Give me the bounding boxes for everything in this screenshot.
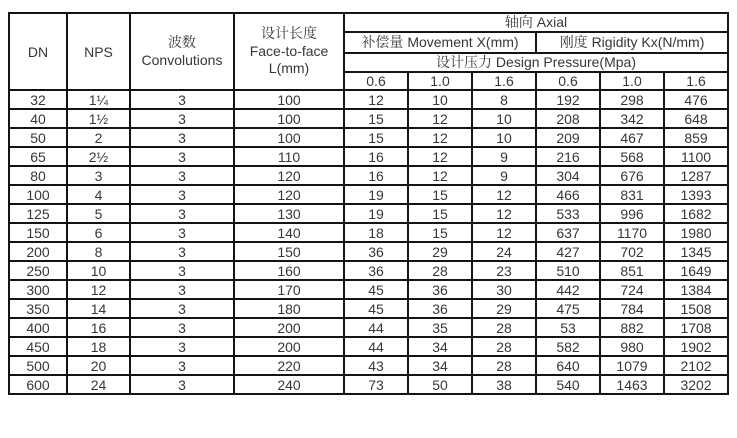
cell-convolutions: 3	[130, 166, 234, 185]
cell-movement-0.6: 18	[344, 223, 408, 242]
cell-nps: 5	[67, 204, 130, 223]
cell-convolutions: 3	[130, 299, 234, 318]
cell-face-to-face-length: 140	[234, 223, 344, 242]
cell-rigidity-1.6: 1902	[664, 337, 728, 356]
cell-convolutions: 3	[130, 128, 234, 147]
cell-face-to-face-length: 100	[234, 128, 344, 147]
cell-convolutions: 3	[130, 242, 234, 261]
cell-movement-1.0: 29	[408, 242, 472, 261]
cell-movement-0.6: 45	[344, 299, 408, 318]
cell-rigidity-1.0: 980	[600, 337, 664, 356]
cell-movement-1.0: 12	[408, 166, 472, 185]
cell-convolutions: 3	[130, 185, 234, 204]
cell-rigidity-1.0: 882	[600, 318, 664, 337]
cell-rigidity-1.6: 1708	[664, 318, 728, 337]
table-header	[9, 13, 728, 90]
table-row	[9, 109, 728, 128]
cell-nps: 24	[67, 375, 130, 394]
cell-rigidity-1.6: 648	[664, 109, 728, 128]
cell-rigidity-1.6: 3202	[664, 375, 728, 394]
cell-convolutions: 3	[130, 337, 234, 356]
cell-convolutions: 3	[130, 204, 234, 223]
cell-face-to-face-length: 200	[234, 318, 344, 337]
col-header-length-en1: Face-to-face	[249, 42, 329, 59]
cell-rigidity-1.0: 467	[600, 128, 664, 147]
cell-movement-1.0: 35	[408, 318, 472, 337]
col-header-convolutions-en: Convolutions	[141, 51, 223, 68]
cell-dn: 250	[9, 261, 67, 280]
cell-dn: 300	[9, 280, 67, 299]
cell-movement-0.6: 36	[344, 261, 408, 280]
cell-dn: 32	[9, 90, 67, 109]
cell-rigidity-0.6: 209	[536, 128, 600, 147]
cell-movement-1.0: 15	[408, 185, 472, 204]
cell-dn: 125	[9, 204, 67, 223]
cell-nps: 8	[67, 242, 130, 261]
cell-rigidity-0.6: 637	[536, 223, 600, 242]
cell-nps: 2	[67, 128, 130, 147]
cell-rigidity-1.0: 676	[600, 166, 664, 185]
cell-dn: 50	[9, 128, 67, 147]
cell-dn: 350	[9, 299, 67, 318]
table-row	[9, 318, 728, 337]
col-header-length-zh: 设计长度	[261, 25, 317, 42]
cell-rigidity-1.6: 1287	[664, 166, 728, 185]
col-header-convolutions-zh: 波数	[168, 34, 196, 51]
cell-rigidity-1.0: 831	[600, 185, 664, 204]
cell-rigidity-0.6: 466	[536, 185, 600, 204]
cell-face-to-face-length: 170	[234, 280, 344, 299]
cell-nps: 1½	[67, 109, 130, 128]
cell-rigidity-1.6: 1682	[664, 204, 728, 223]
cell-convolutions: 3	[130, 261, 234, 280]
cell-movement-1.6: 10	[472, 109, 536, 128]
table-row	[9, 185, 728, 204]
cell-movement-1.0: 36	[408, 280, 472, 299]
table-row	[9, 280, 728, 299]
cell-rigidity-0.6: 510	[536, 261, 600, 280]
table-row	[9, 242, 728, 261]
col-header-rigidity-pressure-1.6: 1.6	[664, 72, 728, 90]
cell-movement-0.6: 36	[344, 242, 408, 261]
cell-rigidity-0.6: 475	[536, 299, 600, 318]
cell-nps: 18	[67, 337, 130, 356]
cell-nps: 1¼	[67, 90, 130, 109]
cell-face-to-face-length: 160	[234, 261, 344, 280]
cell-dn: 400	[9, 318, 67, 337]
cell-rigidity-1.6: 476	[664, 90, 728, 109]
cell-dn: 65	[9, 147, 67, 166]
cell-face-to-face-length: 220	[234, 356, 344, 375]
cell-movement-1.6: 12	[472, 223, 536, 242]
table-row	[9, 337, 728, 356]
cell-movement-0.6: 44	[344, 337, 408, 356]
cell-rigidity-0.6: 442	[536, 280, 600, 299]
cell-movement-1.0: 10	[408, 90, 472, 109]
cell-movement-0.6: 19	[344, 185, 408, 204]
cell-dn: 500	[9, 356, 67, 375]
cell-rigidity-1.0: 784	[600, 299, 664, 318]
cell-movement-1.6: 28	[472, 318, 536, 337]
cell-movement-0.6: 12	[344, 90, 408, 109]
cell-nps: 4	[67, 185, 130, 204]
cell-rigidity-0.6: 640	[536, 356, 600, 375]
cell-movement-1.0: 15	[408, 204, 472, 223]
cell-dn: 200	[9, 242, 67, 261]
cell-rigidity-1.0: 851	[600, 261, 664, 280]
table-row	[9, 166, 728, 185]
cell-movement-0.6: 43	[344, 356, 408, 375]
cell-movement-1.6: 10	[472, 128, 536, 147]
cell-movement-1.6: 30	[472, 280, 536, 299]
cell-convolutions: 3	[130, 147, 234, 166]
col-header-rigidity-pressure-1.0: 1.0	[600, 72, 664, 90]
cell-nps: 16	[67, 318, 130, 337]
cell-nps: 14	[67, 299, 130, 318]
cell-face-to-face-length: 110	[234, 147, 344, 166]
cell-rigidity-1.6: 1345	[664, 242, 728, 261]
cell-rigidity-1.0: 298	[600, 90, 664, 109]
cell-rigidity-1.6: 2102	[664, 356, 728, 375]
cell-movement-0.6: 16	[344, 147, 408, 166]
cell-nps: 2½	[67, 147, 130, 166]
cell-nps: 12	[67, 280, 130, 299]
col-header-movement-pressure-1.6: 1.6	[472, 72, 536, 90]
cell-convolutions: 3	[130, 223, 234, 242]
col-header-movement-pressure-0.6: 0.6	[344, 72, 408, 90]
cell-rigidity-1.0: 724	[600, 280, 664, 299]
cell-rigidity-1.0: 702	[600, 242, 664, 261]
table-row	[9, 223, 728, 242]
cell-rigidity-0.6: 192	[536, 90, 600, 109]
cell-face-to-face-length: 100	[234, 90, 344, 109]
col-header-axial: 轴向 Axial	[344, 13, 728, 32]
cell-movement-0.6: 19	[344, 204, 408, 223]
table-row	[9, 204, 728, 223]
cell-convolutions: 3	[130, 109, 234, 128]
cell-movement-1.0: 36	[408, 299, 472, 318]
cell-rigidity-1.0: 1463	[600, 375, 664, 394]
cell-dn: 450	[9, 337, 67, 356]
cell-movement-1.0: 15	[408, 223, 472, 242]
table-row	[9, 147, 728, 166]
cell-rigidity-0.6: 427	[536, 242, 600, 261]
table-row	[9, 299, 728, 318]
cell-convolutions: 3	[130, 90, 234, 109]
cell-face-to-face-length: 180	[234, 299, 344, 318]
col-header-dn: DN	[9, 13, 67, 90]
cell-rigidity-0.6: 540	[536, 375, 600, 394]
cell-nps: 3	[67, 166, 130, 185]
col-header-face-to-face	[234, 13, 344, 90]
cell-nps: 6	[67, 223, 130, 242]
table-row	[9, 356, 728, 375]
cell-convolutions: 3	[130, 318, 234, 337]
cell-rigidity-0.6: 53	[536, 318, 600, 337]
table-row	[9, 90, 728, 109]
cell-movement-1.0: 28	[408, 261, 472, 280]
col-header-design-pressure: 设计压力 Design Pressure(Mpa)	[344, 53, 728, 72]
cell-rigidity-0.6: 216	[536, 147, 600, 166]
cell-nps: 10	[67, 261, 130, 280]
col-header-rigidity: 刚度 Rigidity Kx(N/mm)	[536, 32, 728, 53]
cell-movement-1.0: 34	[408, 337, 472, 356]
cell-dn: 40	[9, 109, 67, 128]
cell-movement-1.6: 9	[472, 147, 536, 166]
cell-nps: 20	[67, 356, 130, 375]
cell-movement-1.6: 12	[472, 185, 536, 204]
cell-movement-1.6: 28	[472, 356, 536, 375]
cell-movement-0.6: 73	[344, 375, 408, 394]
cell-convolutions: 3	[130, 375, 234, 394]
cell-dn: 600	[9, 375, 67, 394]
cell-rigidity-1.0: 342	[600, 109, 664, 128]
cell-movement-1.6: 8	[472, 90, 536, 109]
cell-face-to-face-length: 200	[234, 337, 344, 356]
cell-rigidity-1.6: 1980	[664, 223, 728, 242]
cell-movement-0.6: 45	[344, 280, 408, 299]
cell-rigidity-1.6: 1384	[664, 280, 728, 299]
cell-rigidity-1.6: 1100	[664, 147, 728, 166]
col-header-movement-pressure-1.0: 1.0	[408, 72, 472, 90]
cell-rigidity-0.6: 208	[536, 109, 600, 128]
col-header-convolutions	[130, 13, 234, 90]
cell-face-to-face-length: 150	[234, 242, 344, 261]
cell-movement-1.0: 50	[408, 375, 472, 394]
cell-movement-0.6: 16	[344, 166, 408, 185]
spec-table	[8, 12, 729, 395]
cell-rigidity-1.6: 1393	[664, 185, 728, 204]
cell-face-to-face-length: 120	[234, 185, 344, 204]
cell-movement-1.6: 9	[472, 166, 536, 185]
cell-face-to-face-length: 130	[234, 204, 344, 223]
cell-rigidity-1.0: 1079	[600, 356, 664, 375]
table-body	[9, 90, 728, 394]
cell-rigidity-1.0: 568	[600, 147, 664, 166]
cell-rigidity-1.0: 996	[600, 204, 664, 223]
cell-dn: 150	[9, 223, 67, 242]
col-header-rigidity-pressure-0.6: 0.6	[536, 72, 600, 90]
cell-dn: 80	[9, 166, 67, 185]
col-header-length-en2: L(mm)	[268, 60, 310, 77]
cell-rigidity-1.0: 1170	[600, 223, 664, 242]
cell-movement-0.6: 15	[344, 109, 408, 128]
cell-rigidity-1.6: 1649	[664, 261, 728, 280]
cell-rigidity-0.6: 582	[536, 337, 600, 356]
cell-movement-1.6: 23	[472, 261, 536, 280]
cell-movement-1.0: 12	[408, 128, 472, 147]
cell-convolutions: 3	[130, 280, 234, 299]
cell-movement-1.6: 38	[472, 375, 536, 394]
cell-rigidity-0.6: 304	[536, 166, 600, 185]
col-header-nps: NPS	[67, 13, 130, 90]
spec-table-container	[8, 12, 729, 395]
cell-face-to-face-length: 120	[234, 166, 344, 185]
cell-movement-1.0: 12	[408, 109, 472, 128]
table-row	[9, 128, 728, 147]
cell-rigidity-0.6: 533	[536, 204, 600, 223]
cell-movement-1.6: 24	[472, 242, 536, 261]
cell-face-to-face-length: 240	[234, 375, 344, 394]
cell-movement-0.6: 15	[344, 128, 408, 147]
col-header-movement: 补偿量 Movement X(mm)	[344, 32, 536, 53]
table-row	[9, 261, 728, 280]
cell-movement-1.0: 34	[408, 356, 472, 375]
cell-dn: 100	[9, 185, 67, 204]
cell-movement-0.6: 44	[344, 318, 408, 337]
table-row	[9, 375, 728, 394]
cell-movement-1.0: 12	[408, 147, 472, 166]
cell-movement-1.6: 12	[472, 204, 536, 223]
cell-movement-1.6: 29	[472, 299, 536, 318]
cell-convolutions: 3	[130, 356, 234, 375]
cell-face-to-face-length: 100	[234, 109, 344, 128]
cell-rigidity-1.6: 859	[664, 128, 728, 147]
cell-rigidity-1.6: 1508	[664, 299, 728, 318]
cell-movement-1.6: 28	[472, 337, 536, 356]
